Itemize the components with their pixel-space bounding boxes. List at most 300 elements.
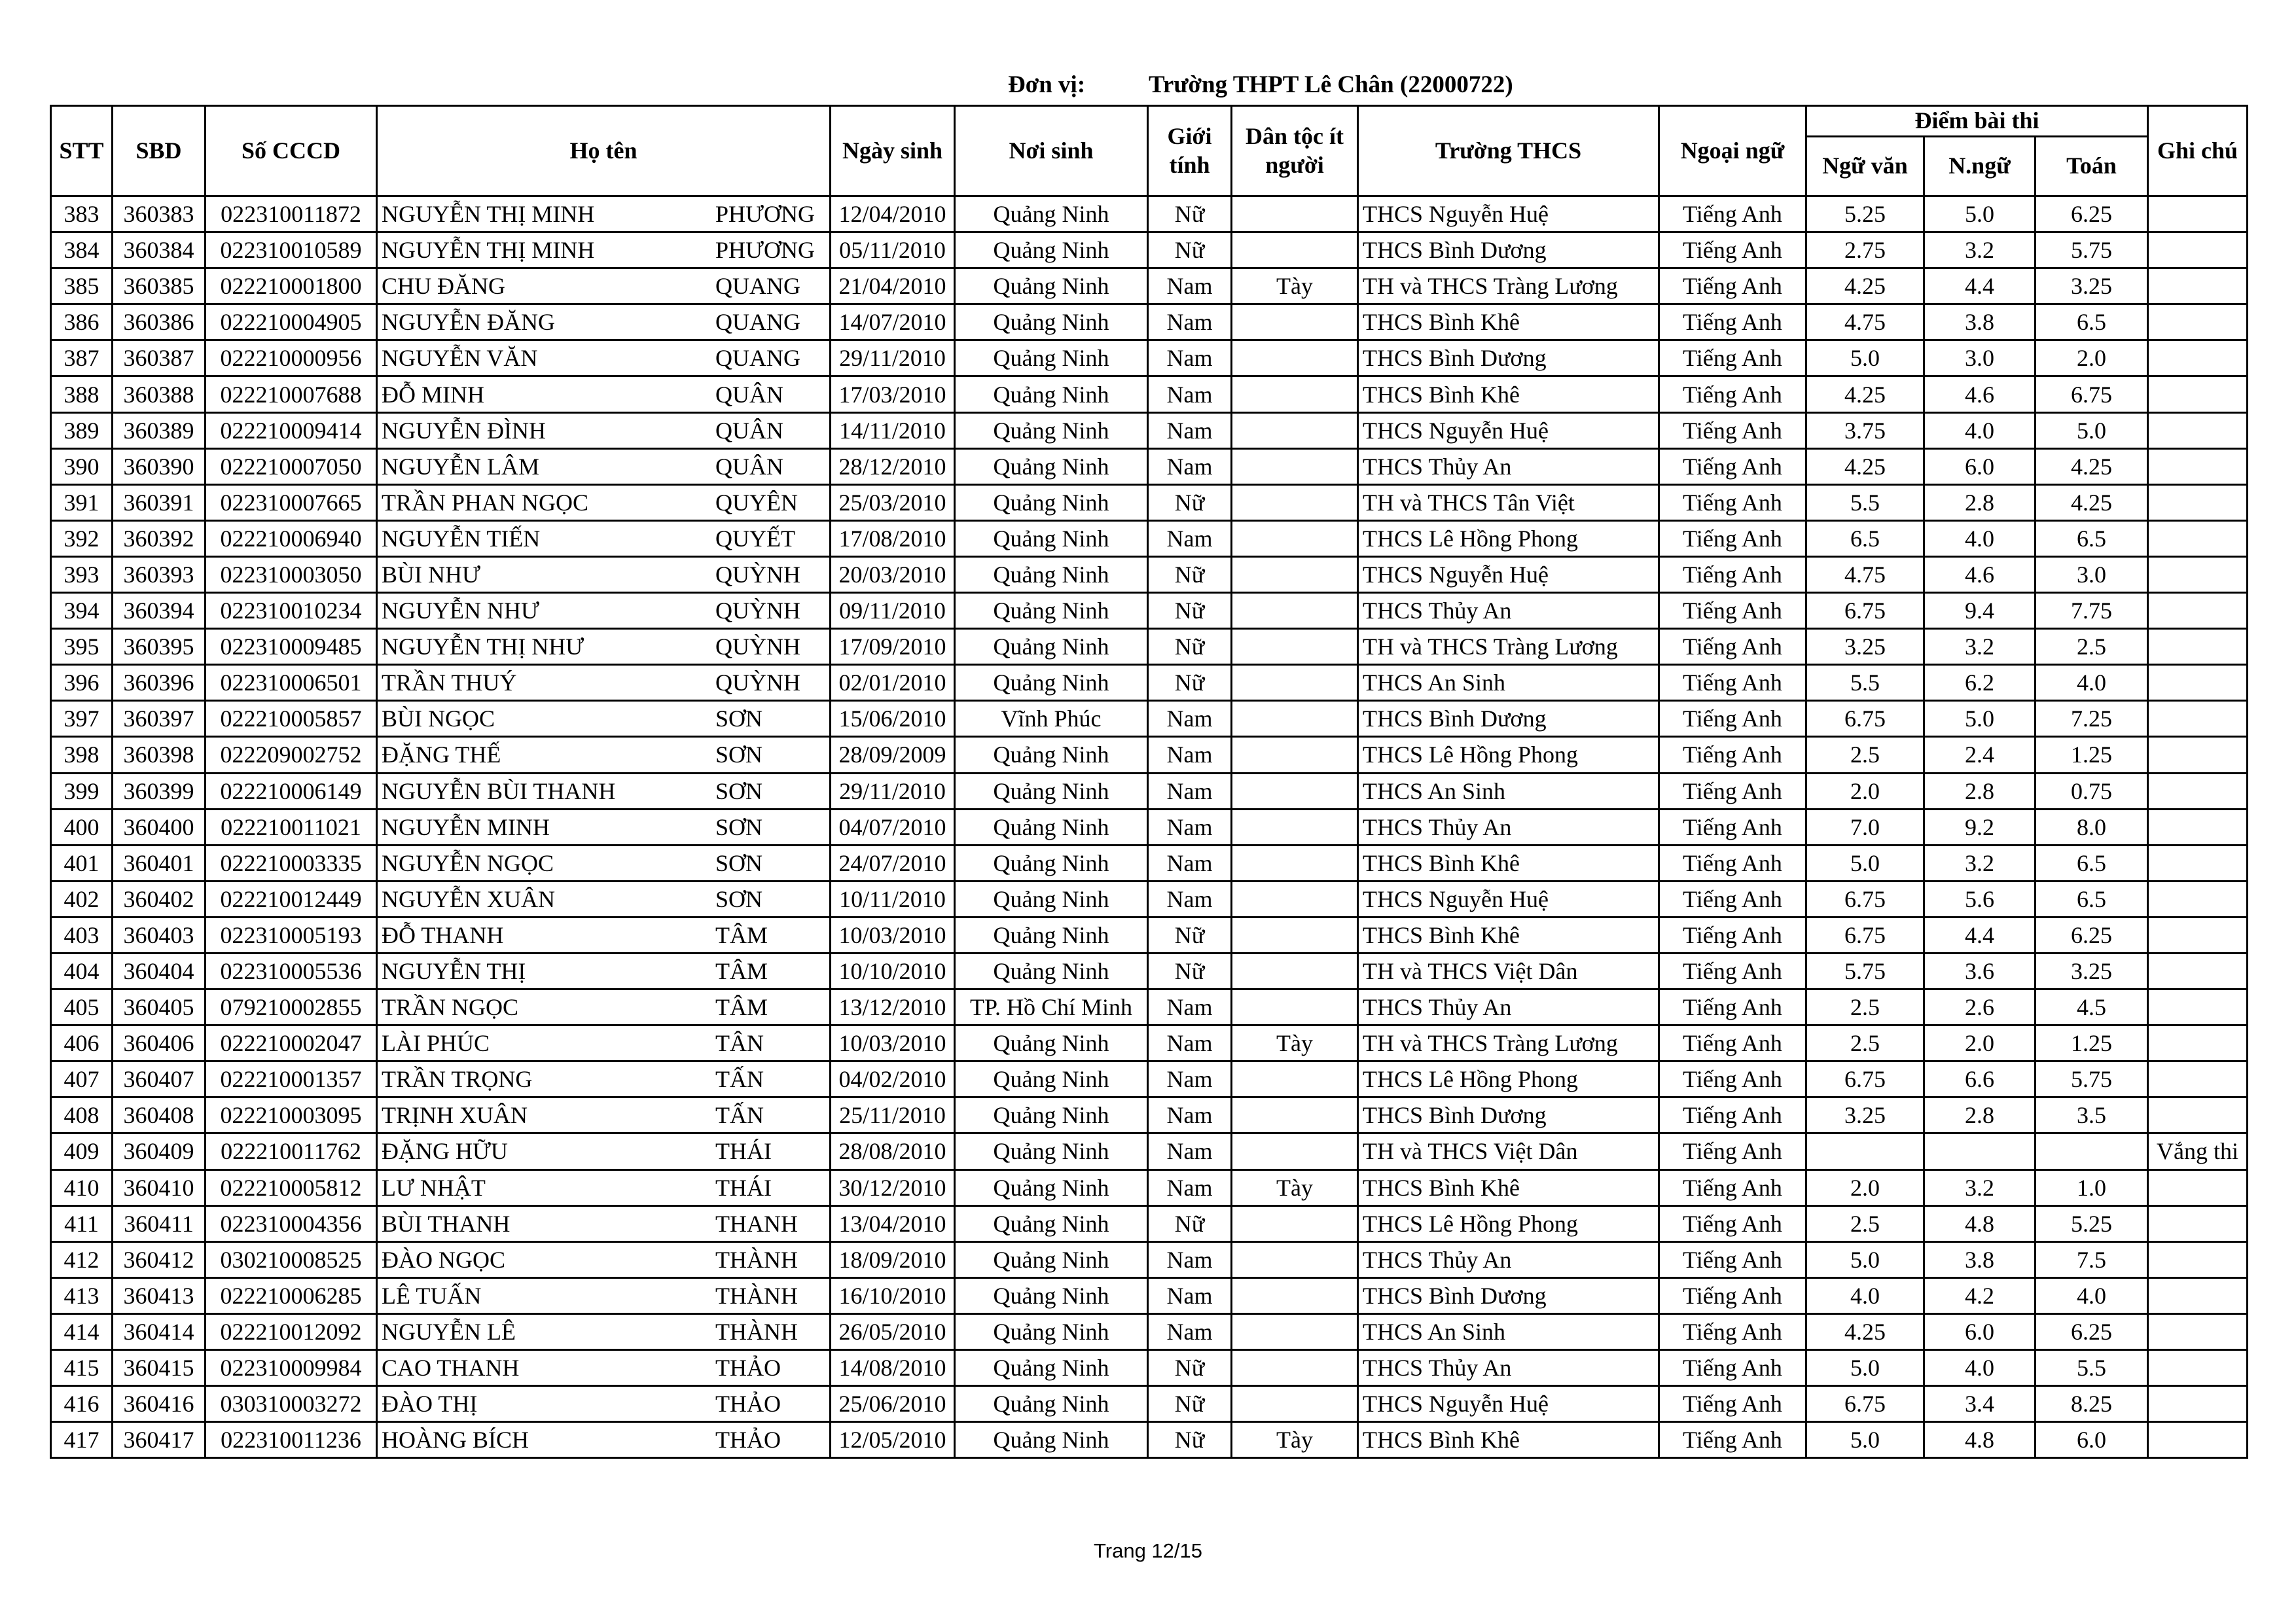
cell-toan: 6.5: [2036, 304, 2148, 340]
cell-name: [377, 881, 831, 917]
table-row: [51, 1026, 2248, 1061]
cell-ngu: 9.2: [1924, 809, 2036, 845]
cell-ngu: 4.2: [1924, 1277, 2036, 1313]
cell-ethnic: [1232, 809, 1358, 845]
col-name: Họ tên: [377, 106, 831, 196]
cell-sbd: 360387: [113, 340, 206, 376]
cell-gender: Nữ: [1148, 665, 1232, 701]
table-row: [51, 304, 2248, 340]
col-gender-label: Giới tính: [1167, 123, 1212, 178]
cell-toan: 6.25: [2036, 917, 2148, 953]
cell-ethnic: [1232, 1386, 1358, 1422]
cell-family-name: NGUYỄN BÙI THANH: [382, 777, 616, 804]
cell-family-name: LÀI PHÚC: [382, 1030, 490, 1057]
cell-sbd: 360410: [113, 1169, 206, 1205]
cell-toan: 6.5: [2036, 845, 2148, 881]
cell-lang: Tiếng Anh: [1659, 340, 1806, 376]
col-ethnic-label: Dân tộc ít người: [1246, 123, 1344, 178]
cell-given-name: THÁI: [715, 1174, 772, 1201]
cell-ethnic: [1232, 629, 1358, 665]
cell-given-name: THANH: [715, 1210, 798, 1237]
cell-cccd: 022210006940: [206, 520, 377, 556]
cell-lang: Tiếng Anh: [1659, 1350, 1806, 1386]
cell-gender: Nữ: [1148, 556, 1232, 592]
cell-sbd: 360391: [113, 484, 206, 520]
cell-gender: Nữ: [1148, 917, 1232, 953]
cell-given-name: QUANG: [715, 309, 800, 336]
cell-dob: 10/03/2010: [831, 917, 955, 953]
table-row: [51, 1169, 2248, 1205]
cell-name: [377, 1350, 831, 1386]
cell-cccd: 022310009485: [206, 629, 377, 665]
cell-family-name: NGUYỄN XUÂN: [382, 885, 555, 912]
cell-given-name: QUANG: [715, 273, 800, 300]
cell-name: [377, 1169, 831, 1205]
cell-ngu: 3.2: [1924, 232, 2036, 268]
cell-note: [2148, 376, 2248, 412]
cell-gender: Nam: [1148, 737, 1232, 773]
cell-lang: Tiếng Anh: [1659, 881, 1806, 917]
cell-cccd: 022310005193: [206, 917, 377, 953]
cell-given-name: QUỲNH: [715, 561, 800, 588]
cell-gender: Nữ: [1148, 1386, 1232, 1422]
cell-family-name: ĐÀO NGỌC: [382, 1246, 505, 1273]
cell-ethnic: [1232, 376, 1358, 412]
cell-ngu: 2.4: [1924, 737, 2036, 773]
cell-school: THCS An Sinh: [1358, 665, 1659, 701]
cell-ngu: 5.0: [1924, 196, 2036, 232]
cell-stt: 404: [51, 953, 113, 989]
cell-ngu: 3.8: [1924, 1241, 2036, 1277]
cell-note: [2148, 556, 2248, 592]
cell-family-name: LƯ NHẬT: [382, 1174, 486, 1201]
table-body: [51, 196, 2248, 1458]
cell-ethnic: [1232, 340, 1358, 376]
table-row: [51, 953, 2248, 989]
cell-family-name: BÙI NHƯ: [382, 561, 480, 588]
table-row: [51, 665, 2248, 701]
cell-van: 2.5: [1806, 990, 1924, 1026]
cell-dob: 29/11/2010: [831, 773, 955, 809]
cell-toan: 6.75: [2036, 376, 2148, 412]
cell-stt: 389: [51, 412, 113, 448]
cell-note: [2148, 953, 2248, 989]
cell-ethnic: [1232, 593, 1358, 629]
cell-van: 5.0: [1806, 1241, 1924, 1277]
cell-dob: 12/05/2010: [831, 1422, 955, 1458]
table-row: [51, 990, 2248, 1026]
header-row: [51, 106, 2248, 137]
cell-cccd: 030310003272: [206, 1386, 377, 1422]
cell-name: [377, 1277, 831, 1313]
cell-note: [2148, 1277, 2248, 1313]
cell-school: THCS Thủy An: [1358, 1350, 1659, 1386]
cell-toan: 7.5: [2036, 1241, 2148, 1277]
cell-gender: Nam: [1148, 701, 1232, 737]
cell-lang: Tiếng Anh: [1659, 376, 1806, 412]
cell-pob: Quảng Ninh: [955, 268, 1148, 304]
cell-ethnic: [1232, 1313, 1358, 1349]
cell-van: 2.5: [1806, 737, 1924, 773]
cell-sbd: 360384: [113, 232, 206, 268]
cell-dob: 26/05/2010: [831, 1313, 955, 1349]
table-row: [51, 629, 2248, 665]
cell-van: 6.75: [1806, 1061, 1924, 1097]
cell-cccd: 022210002047: [206, 1026, 377, 1061]
cell-school: TH và THCS Tân Việt: [1358, 484, 1659, 520]
cell-sbd: 360394: [113, 593, 206, 629]
cell-van: [1806, 1133, 1924, 1169]
cell-name: [377, 665, 831, 701]
cell-given-name: THẢO: [715, 1427, 781, 1454]
cell-gender: Nữ: [1148, 629, 1232, 665]
table-row: [51, 268, 2248, 304]
cell-pob: Quảng Ninh: [955, 593, 1148, 629]
cell-ethnic: [1232, 701, 1358, 737]
cell-school: THCS Thủy An: [1358, 809, 1659, 845]
cell-dob: 17/03/2010: [831, 376, 955, 412]
table-row: [51, 412, 2248, 448]
cell-given-name: SƠN: [715, 741, 763, 768]
cell-cccd: 022310004356: [206, 1205, 377, 1241]
cell-school: THCS Bình Khê: [1358, 376, 1659, 412]
cell-school: THCS Bình Dương: [1358, 1097, 1659, 1133]
cell-family-name: ĐẶNG HỮU: [382, 1138, 508, 1165]
cell-note: [2148, 845, 2248, 881]
cell-school: TH và THCS Tràng Lương: [1358, 268, 1659, 304]
cell-school: TH và THCS Tràng Lương: [1358, 629, 1659, 665]
cell-stt: 405: [51, 990, 113, 1026]
cell-toan: 5.75: [2036, 232, 2148, 268]
cell-lang: Tiếng Anh: [1659, 1026, 1806, 1061]
cell-dob: 10/03/2010: [831, 1026, 955, 1061]
cell-ethnic: [1232, 1205, 1358, 1241]
cell-given-name: QUỲNH: [715, 669, 800, 696]
cell-cccd: 030210008525: [206, 1241, 377, 1277]
cell-van: 2.0: [1806, 773, 1924, 809]
cell-ngu: 4.4: [1924, 917, 2036, 953]
cell-van: 5.0: [1806, 340, 1924, 376]
cell-sbd: 360412: [113, 1241, 206, 1277]
cell-school: THCS Nguyễn Huệ: [1358, 1386, 1659, 1422]
cell-cccd: 022210007688: [206, 376, 377, 412]
cell-ethnic: Tày: [1232, 1026, 1358, 1061]
cell-family-name: TRỊNH XUÂN: [382, 1102, 528, 1129]
cell-pob: Quảng Ninh: [955, 412, 1148, 448]
cell-stt: 409: [51, 1133, 113, 1169]
cell-given-name: TÂM: [715, 921, 768, 948]
cell-school: THCS Lê Hồng Phong: [1358, 1061, 1659, 1097]
cell-family-name: CAO THANH: [382, 1355, 520, 1382]
cell-toan: 5.5: [2036, 1350, 2148, 1386]
cell-given-name: THÀNH: [715, 1246, 798, 1273]
cell-lang: Tiếng Anh: [1659, 629, 1806, 665]
cell-gender: Nam: [1148, 773, 1232, 809]
cell-gender: Nam: [1148, 1097, 1232, 1133]
cell-name: [377, 809, 831, 845]
cell-toan: 3.0: [2036, 556, 2148, 592]
cell-family-name: TRẦN TRỌNG: [382, 1066, 533, 1093]
table-row: [51, 484, 2248, 520]
cell-school: THCS Bình Dương: [1358, 1277, 1659, 1313]
cell-school: THCS Bình Dương: [1358, 701, 1659, 737]
cell-ethnic: [1232, 1061, 1358, 1097]
cell-ethnic: [1232, 1097, 1358, 1133]
cell-dob: 20/03/2010: [831, 556, 955, 592]
cell-sbd: 360388: [113, 376, 206, 412]
cell-ngu: 6.6: [1924, 1061, 2036, 1097]
cell-name: [377, 593, 831, 629]
cell-ngu: 3.2: [1924, 629, 2036, 665]
cell-school: THCS Nguyễn Huệ: [1358, 556, 1659, 592]
col-gender: [1148, 106, 1232, 196]
table-row: [51, 845, 2248, 881]
cell-gender: Nam: [1148, 1241, 1232, 1277]
cell-stt: 383: [51, 196, 113, 232]
cell-lang: Tiếng Anh: [1659, 665, 1806, 701]
cell-name: [377, 340, 831, 376]
cell-cccd: 022310010234: [206, 593, 377, 629]
cell-note: [2148, 1350, 2248, 1386]
cell-sbd: 360401: [113, 845, 206, 881]
cell-family-name: BÙI THANH: [382, 1210, 511, 1237]
cell-dob: 28/12/2010: [831, 448, 955, 484]
cell-dob: 13/12/2010: [831, 990, 955, 1026]
table-row: [51, 448, 2248, 484]
cell-ethnic: [1232, 1133, 1358, 1169]
cell-lang: Tiếng Anh: [1659, 809, 1806, 845]
cell-ngu: 2.6: [1924, 990, 2036, 1026]
cell-gender: Nam: [1148, 990, 1232, 1026]
cell-pob: Quảng Ninh: [955, 1277, 1148, 1313]
cell-toan: 2.5: [2036, 629, 2148, 665]
cell-ethnic: [1232, 484, 1358, 520]
table-row: [51, 1097, 2248, 1133]
cell-sbd: 360415: [113, 1350, 206, 1386]
cell-name: [377, 773, 831, 809]
cell-pob: Quảng Ninh: [955, 1386, 1148, 1422]
cell-stt: 391: [51, 484, 113, 520]
cell-note: [2148, 1422, 2248, 1458]
cell-stt: 387: [51, 340, 113, 376]
cell-van: 2.5: [1806, 1205, 1924, 1241]
cell-ethnic: [1232, 737, 1358, 773]
cell-name: [377, 1386, 831, 1422]
cell-school: THCS Bình Dương: [1358, 232, 1659, 268]
cell-stt: 384: [51, 232, 113, 268]
cell-stt: 399: [51, 773, 113, 809]
cell-lang: Tiếng Anh: [1659, 1313, 1806, 1349]
cell-family-name: NGUYỄN ĐĂNG: [382, 309, 555, 336]
cell-gender: Nam: [1148, 340, 1232, 376]
cell-dob: 12/04/2010: [831, 196, 955, 232]
cell-pob: Quảng Ninh: [955, 448, 1148, 484]
cell-name: [377, 268, 831, 304]
cell-lang: Tiếng Anh: [1659, 304, 1806, 340]
cell-family-name: TRẦN NGỌC: [382, 994, 519, 1021]
cell-van: 3.25: [1806, 629, 1924, 665]
cell-sbd: 360390: [113, 448, 206, 484]
cell-sbd: 360405: [113, 990, 206, 1026]
cell-gender: Nam: [1148, 1313, 1232, 1349]
cell-ethnic: [1232, 773, 1358, 809]
cell-stt: 392: [51, 520, 113, 556]
cell-name: [377, 484, 831, 520]
cell-toan: 1.0: [2036, 1169, 2148, 1205]
cell-cccd: 022210005812: [206, 1169, 377, 1205]
cell-van: 6.75: [1806, 917, 1924, 953]
cell-name: [377, 304, 831, 340]
cell-toan: 4.25: [2036, 448, 2148, 484]
cell-gender: Nam: [1148, 1061, 1232, 1097]
cell-dob: 28/09/2009: [831, 737, 955, 773]
cell-ngu: 2.0: [1924, 1026, 2036, 1061]
cell-sbd: 360408: [113, 1097, 206, 1133]
table-row: [51, 881, 2248, 917]
cell-toan: 8.25: [2036, 1386, 2148, 1422]
cell-lang: Tiếng Anh: [1659, 1169, 1806, 1205]
table-row: [51, 1061, 2248, 1097]
cell-school: THCS Bình Khê: [1358, 304, 1659, 340]
cell-family-name: NGUYỄN THỊ MINH: [382, 237, 595, 264]
cell-note: [2148, 412, 2248, 448]
cell-sbd: 360402: [113, 881, 206, 917]
cell-van: 5.5: [1806, 665, 1924, 701]
cell-lang: Tiếng Anh: [1659, 1133, 1806, 1169]
cell-pob: Quảng Ninh: [955, 376, 1148, 412]
cell-family-name: ĐỖ MINH: [382, 381, 484, 408]
cell-van: 2.0: [1806, 1169, 1924, 1205]
table-row: [51, 1313, 2248, 1349]
cell-ngu: 4.6: [1924, 376, 2036, 412]
cell-stt: 412: [51, 1241, 113, 1277]
cell-name: [377, 412, 831, 448]
cell-family-name: NGUYỄN ĐÌNH: [382, 417, 546, 444]
cell-given-name: PHƯƠNG: [715, 201, 815, 228]
cell-ngu: 3.6: [1924, 953, 2036, 989]
cell-sbd: 360403: [113, 917, 206, 953]
cell-school: THCS Thủy An: [1358, 990, 1659, 1026]
cell-note: [2148, 520, 2248, 556]
cell-cccd: 022210003335: [206, 845, 377, 881]
cell-van: 5.0: [1806, 845, 1924, 881]
cell-ethnic: [1232, 448, 1358, 484]
cell-lang: Tiếng Anh: [1659, 1097, 1806, 1133]
cell-van: 5.0: [1806, 1350, 1924, 1386]
cell-toan: 3.25: [2036, 268, 2148, 304]
table-row: [51, 376, 2248, 412]
cell-dob: 25/06/2010: [831, 1386, 955, 1422]
cell-ngu: 2.8: [1924, 1097, 2036, 1133]
cell-family-name: NGUYỄN VĂN: [382, 345, 538, 372]
cell-gender: Nam: [1148, 1133, 1232, 1169]
cell-family-name: NGUYỄN THỊ MINH: [382, 201, 595, 228]
cell-dob: 17/08/2010: [831, 520, 955, 556]
cell-dob: 29/11/2010: [831, 340, 955, 376]
cell-cccd: 022310011236: [206, 1422, 377, 1458]
cell-ethnic: [1232, 953, 1358, 989]
cell-gender: Nam: [1148, 1026, 1232, 1061]
cell-sbd: 360386: [113, 304, 206, 340]
cell-name: [377, 556, 831, 592]
cell-toan: 7.75: [2036, 593, 2148, 629]
cell-pob: Quảng Ninh: [955, 1061, 1148, 1097]
cell-given-name: SƠN: [715, 885, 763, 912]
page-number: Trang 12/15: [1093, 1539, 1203, 1562]
table-row: [51, 1386, 2248, 1422]
cell-sbd: 360393: [113, 556, 206, 592]
cell-sbd: 360396: [113, 665, 206, 701]
cell-given-name: SƠN: [715, 849, 763, 876]
cell-lang: Tiếng Anh: [1659, 1241, 1806, 1277]
cell-ngu: 5.6: [1924, 881, 2036, 917]
cell-gender: Nữ: [1148, 1205, 1232, 1241]
cell-pob: Quảng Ninh: [955, 1422, 1148, 1458]
cell-given-name: THẢO: [715, 1355, 781, 1382]
cell-given-name: THÀNH: [715, 1282, 798, 1309]
cell-stt: 416: [51, 1386, 113, 1422]
cell-stt: 417: [51, 1422, 113, 1458]
cell-sbd: 360383: [113, 196, 206, 232]
col-ethnic: [1232, 106, 1358, 196]
cell-gender: Nam: [1148, 1169, 1232, 1205]
cell-ngu: 2.8: [1924, 484, 2036, 520]
cell-pob: Quảng Ninh: [955, 1026, 1148, 1061]
unit-label: Đơn vị:: [1008, 71, 1086, 98]
cell-note: [2148, 737, 2248, 773]
cell-van: 5.0: [1806, 1422, 1924, 1458]
cell-school: THCS Bình Dương: [1358, 340, 1659, 376]
cell-family-name: ĐẶNG THẾ: [382, 741, 501, 768]
cell-sbd: 360389: [113, 412, 206, 448]
cell-note: [2148, 268, 2248, 304]
cell-cccd: 022210004905: [206, 304, 377, 340]
cell-stt: 385: [51, 268, 113, 304]
cell-toan: 4.0: [2036, 1277, 2148, 1313]
cell-given-name: QUỲNH: [715, 633, 800, 660]
cell-name: [377, 990, 831, 1026]
table-row: [51, 1133, 2248, 1169]
cell-cccd: 022210012449: [206, 881, 377, 917]
cell-ngu: [1924, 1133, 2036, 1169]
cell-ethnic: [1232, 1350, 1358, 1386]
cell-ethnic: [1232, 196, 1358, 232]
cell-school: THCS Nguyễn Huệ: [1358, 196, 1659, 232]
cell-sbd: 360416: [113, 1386, 206, 1422]
cell-school: THCS Nguyễn Huệ: [1358, 412, 1659, 448]
cell-lang: Tiếng Anh: [1659, 268, 1806, 304]
col-stt: STT: [51, 106, 113, 196]
cell-given-name: THÀNH: [715, 1318, 798, 1345]
cell-pob: Quảng Ninh: [955, 484, 1148, 520]
cell-dob: 25/03/2010: [831, 484, 955, 520]
cell-lang: Tiếng Anh: [1659, 845, 1806, 881]
cell-name: [377, 1061, 831, 1097]
cell-van: 6.5: [1806, 520, 1924, 556]
cell-stt: 411: [51, 1205, 113, 1241]
col-ngu: N.ngữ: [1924, 137, 2036, 196]
cell-gender: Nữ: [1148, 196, 1232, 232]
cell-note: [2148, 593, 2248, 629]
cell-toan: 2.0: [2036, 340, 2148, 376]
cell-gender: Nam: [1148, 376, 1232, 412]
cell-sbd: 360417: [113, 1422, 206, 1458]
cell-ngu: 4.6: [1924, 556, 2036, 592]
cell-lang: Tiếng Anh: [1659, 1277, 1806, 1313]
cell-lang: Tiếng Anh: [1659, 196, 1806, 232]
cell-ethnic: [1232, 845, 1358, 881]
cell-lang: Tiếng Anh: [1659, 701, 1806, 737]
